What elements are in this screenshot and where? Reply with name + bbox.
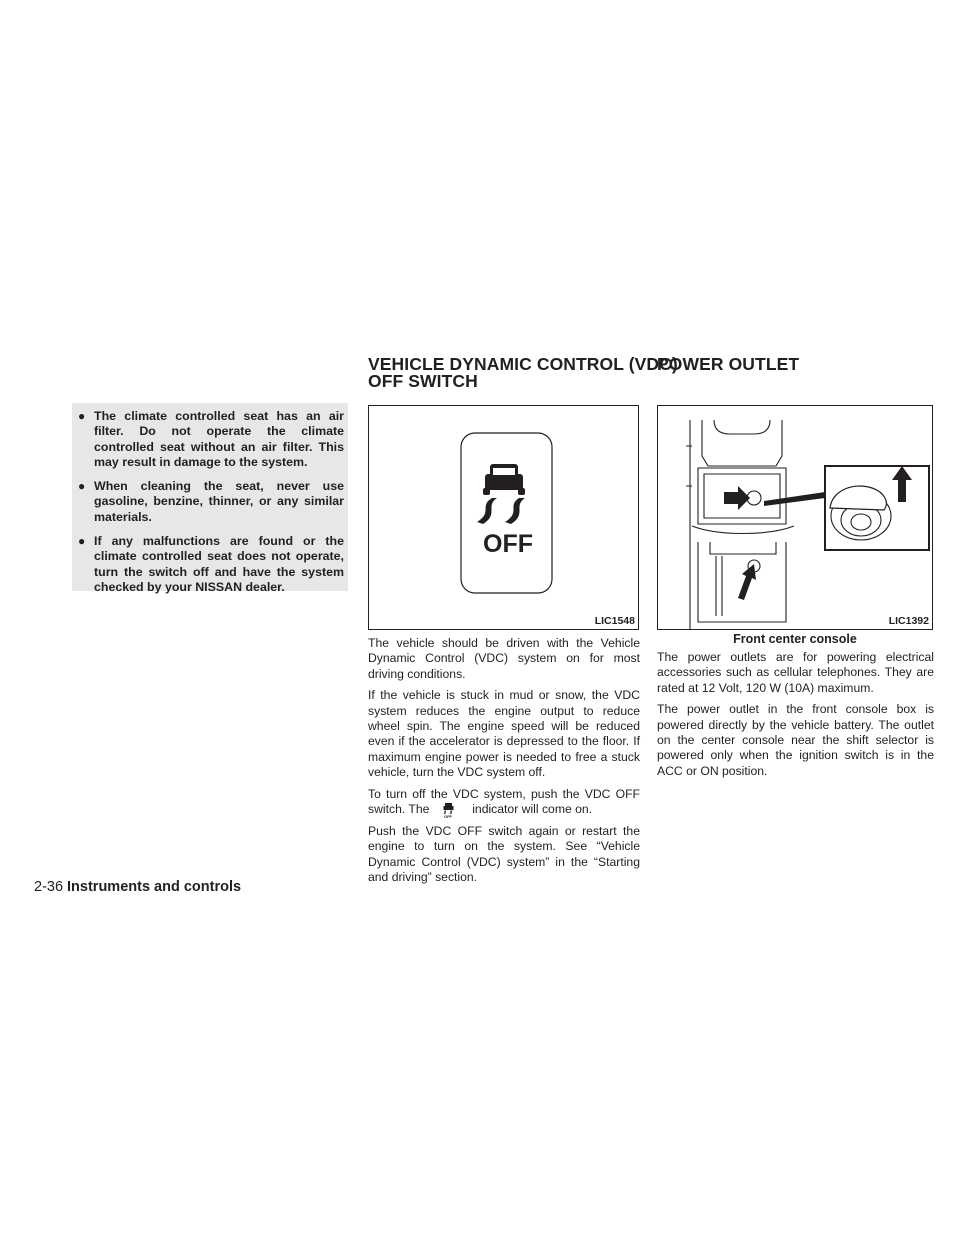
figure-label: LIC1392: [888, 615, 929, 627]
vdc-heading: VEHICLE DYNAMIC CONTROL (VDC) OFF SWITCH: [368, 354, 678, 391]
svg-text:OFF: OFF: [443, 813, 452, 819]
bullet-icon: ●: [78, 409, 86, 423]
paragraph: If the vehicle is stuck in mud or snow, the VDC system reduces the engine output to reduce wheel spin. The engine speed will be reduced even if the accelerator is depressed to the floor. If maximum engine power is needed to free a stuck vehicle, turn the VDC system off.: [368, 688, 640, 780]
power-outlet-figure: [657, 405, 933, 630]
paragraph: The power outlets are for powering electrical accessories such as cellular telephones. They are rated at 12 Volt, 120 W (10A) maximum.: [657, 650, 934, 695]
section-title: Instruments and controls: [67, 879, 242, 895]
page-number: 2-36: [34, 879, 64, 895]
figure-label: LIC1548: [594, 615, 635, 627]
vdc-figure: [368, 405, 639, 630]
vdc-switch-illustration: [369, 406, 638, 629]
vdc-off-indicator-icon: [439, 802, 457, 818]
bullet-icon: ●: [78, 534, 86, 549]
caution-item: ● When cleaning the seat, never use gasoline, benzine, thinner, or any similar materials.: [78, 479, 344, 524]
vdc-switch-label: OFF: [483, 530, 533, 558]
paragraph: The vehicle should be driven with the Vehicle Dynamic Control (VDC) system on for most driving conditions.: [368, 636, 640, 681]
page-footer: [34, 879, 241, 895]
paragraph: The power outlet in the front console box is powered directly by the vehicle battery. The outlet on the center console near the shift selector is powered only when the ignition switch is in the ACC or ON position.: [657, 702, 934, 778]
caution-item: ● The climate controlled seat has an air filter. Do not operate the climate controlled seat without an air filter. This may result in damage to the system.: [78, 409, 344, 469]
figure-caption: Front center console: [733, 632, 857, 646]
center-console-illustration: [658, 406, 932, 629]
caution-item: ● If any malfunctions are found or the climate controlled seat does not operate, turn the switch off and have the system checked by your NISSAN dealer.: [78, 534, 344, 594]
caution-box: [72, 403, 348, 594]
vdc-body: [368, 636, 640, 892]
vdc-switch-body: [461, 433, 552, 593]
caution-list: [76, 409, 344, 595]
power-outlet-heading: POWER OUTLET: [657, 354, 800, 374]
power-outlet-body: [657, 650, 934, 785]
bullet-icon: ●: [78, 479, 86, 494]
paragraph: Push the VDC OFF switch again or restart the engine to turn on the system. See “Vehicle Dynamic Control (VDC) system” in the “Starting and driving” section.: [368, 824, 640, 885]
paragraph: To turn off the VDC system, push the VDC OFF switch. The OFF indicator will come on.: [368, 786, 640, 819]
